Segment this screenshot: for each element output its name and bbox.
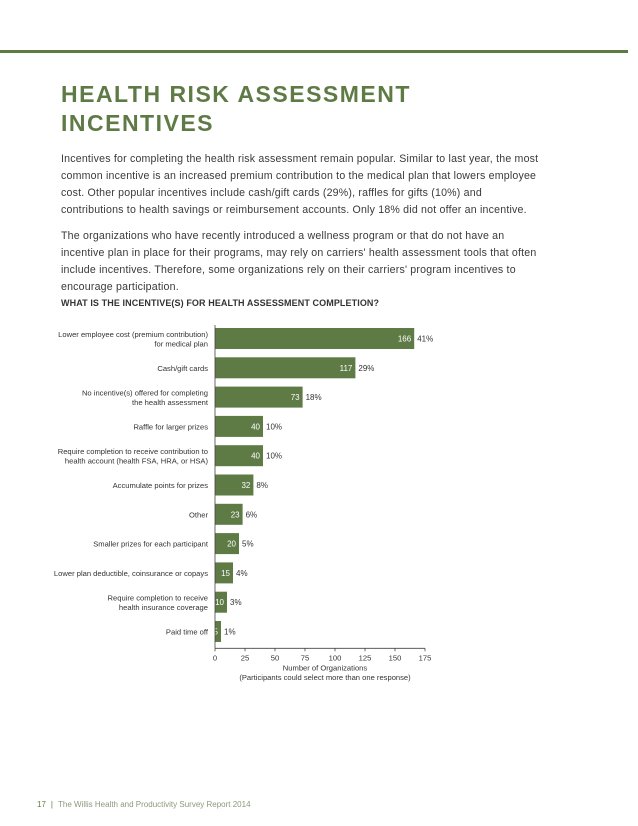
category-label: No incentive(s) offered for completing: [81, 388, 208, 398]
carrier-paragraph: The organizations who have recently introduced a wellness program or that do not have an incentive plan in place for their programs, may rely on carriers' health assessment tools that often include incentives. Therefore, some organizations rely on their carriers' program incentives to encourage participation.: [61, 230, 537, 293]
bar-percent-label: 1%: [224, 627, 236, 637]
bar-value-label: 23: [230, 510, 240, 520]
footer: [37, 800, 251, 809]
bar-percent-label: 6%: [245, 510, 258, 520]
x-axis-label: Number of Organizations: [282, 663, 368, 673]
bar-value-label: 20: [227, 539, 236, 549]
x-tick-label: 75: [300, 653, 310, 663]
chart-heading: WHAT IS THE INCENTIVE(S) FOR HEALTH ASSESSMENT COMPLETION?: [61, 298, 380, 308]
category-label: Cash/gift cards: [157, 363, 208, 373]
category-label: health insurance coverage: [118, 602, 208, 612]
category-label: Paid time off: [165, 627, 208, 637]
x-tick-label: 150: [388, 653, 402, 663]
category-label: the health assessment: [132, 397, 208, 407]
bar-value-label: 40: [251, 451, 260, 461]
x-tick-label: 25: [240, 653, 250, 663]
bar-percent-label: 18%: [305, 393, 322, 403]
bar-percent-label: 10%: [266, 422, 283, 432]
category-label: Lower employee cost (premium contribution): [58, 329, 208, 339]
publication-name: The Willis Health and Productivity Survey Report 2014: [57, 800, 251, 809]
bar-value-label: 15: [221, 568, 230, 578]
category-label: Require completion to receive: [107, 593, 208, 603]
bar-percent-label: 5%: [242, 539, 254, 549]
category-label: Require completion to receive contribution to: [57, 446, 208, 456]
bar: [215, 328, 414, 349]
category-label: Smaller prizes for each participant: [93, 539, 208, 549]
bar-percent-label: 29%: [358, 363, 375, 373]
intro-paragraph: Incentives for completing the health risk assessment remain popular. Similar to last year, the most common incentive is an increased premium contribution to the medical plan that lowers employee cost. Other popular incentives include cash/gift cards (29%), raffles for gifts (10%) and contributions to health savings or reimbursement accounts. Only 18% did not offer an incentive.: [61, 153, 539, 216]
bar: [215, 387, 303, 408]
x-axis-label: (Participants could select more than one response): [239, 672, 411, 682]
page-title: [61, 80, 581, 138]
bar-value-label: 40: [251, 422, 260, 432]
category-label: health account (health FSA, HRA, or HSA): [64, 456, 208, 466]
bar-value-label: 117: [339, 363, 353, 373]
category-label: Other: [189, 510, 208, 520]
bar-percent-label: 41%: [417, 334, 434, 344]
bar-value-label: 5: [213, 627, 218, 637]
incentive-bar-chart: [0, 320, 638, 690]
x-tick-label: 100: [328, 653, 342, 663]
footer-separator: |: [50, 800, 53, 809]
bar-value-label: 10: [215, 598, 224, 608]
bar-value-label: 73: [290, 393, 300, 403]
x-tick-label: 0: [212, 653, 218, 663]
category-label: for medical plan: [154, 339, 208, 349]
bar-value-label: 32: [241, 481, 251, 490]
category-label: Raffle for larger prizes: [133, 422, 208, 432]
category-label: Lower plan deductible, coinsurance or copays: [53, 568, 208, 578]
x-tick-label: 175: [418, 653, 432, 663]
bar-percent-label: 3%: [230, 598, 242, 608]
x-tick-label: 125: [358, 653, 372, 663]
category-label: Accumulate points for prizes: [112, 481, 208, 490]
bar-percent-label: 10%: [266, 451, 283, 461]
page-number: 17: [37, 800, 46, 809]
x-tick-label: 50: [270, 653, 280, 663]
bar-percent-label: 8%: [256, 481, 268, 490]
bar: [215, 357, 355, 378]
page-title-line-2: INCENTIVES: [61, 110, 215, 136]
top-rule: [0, 50, 628, 53]
bar-value-label: 166: [397, 334, 412, 344]
page-title-line-1: HEALTH RISK ASSESSMENT: [61, 81, 411, 107]
bar-percent-label: 4%: [236, 568, 248, 578]
